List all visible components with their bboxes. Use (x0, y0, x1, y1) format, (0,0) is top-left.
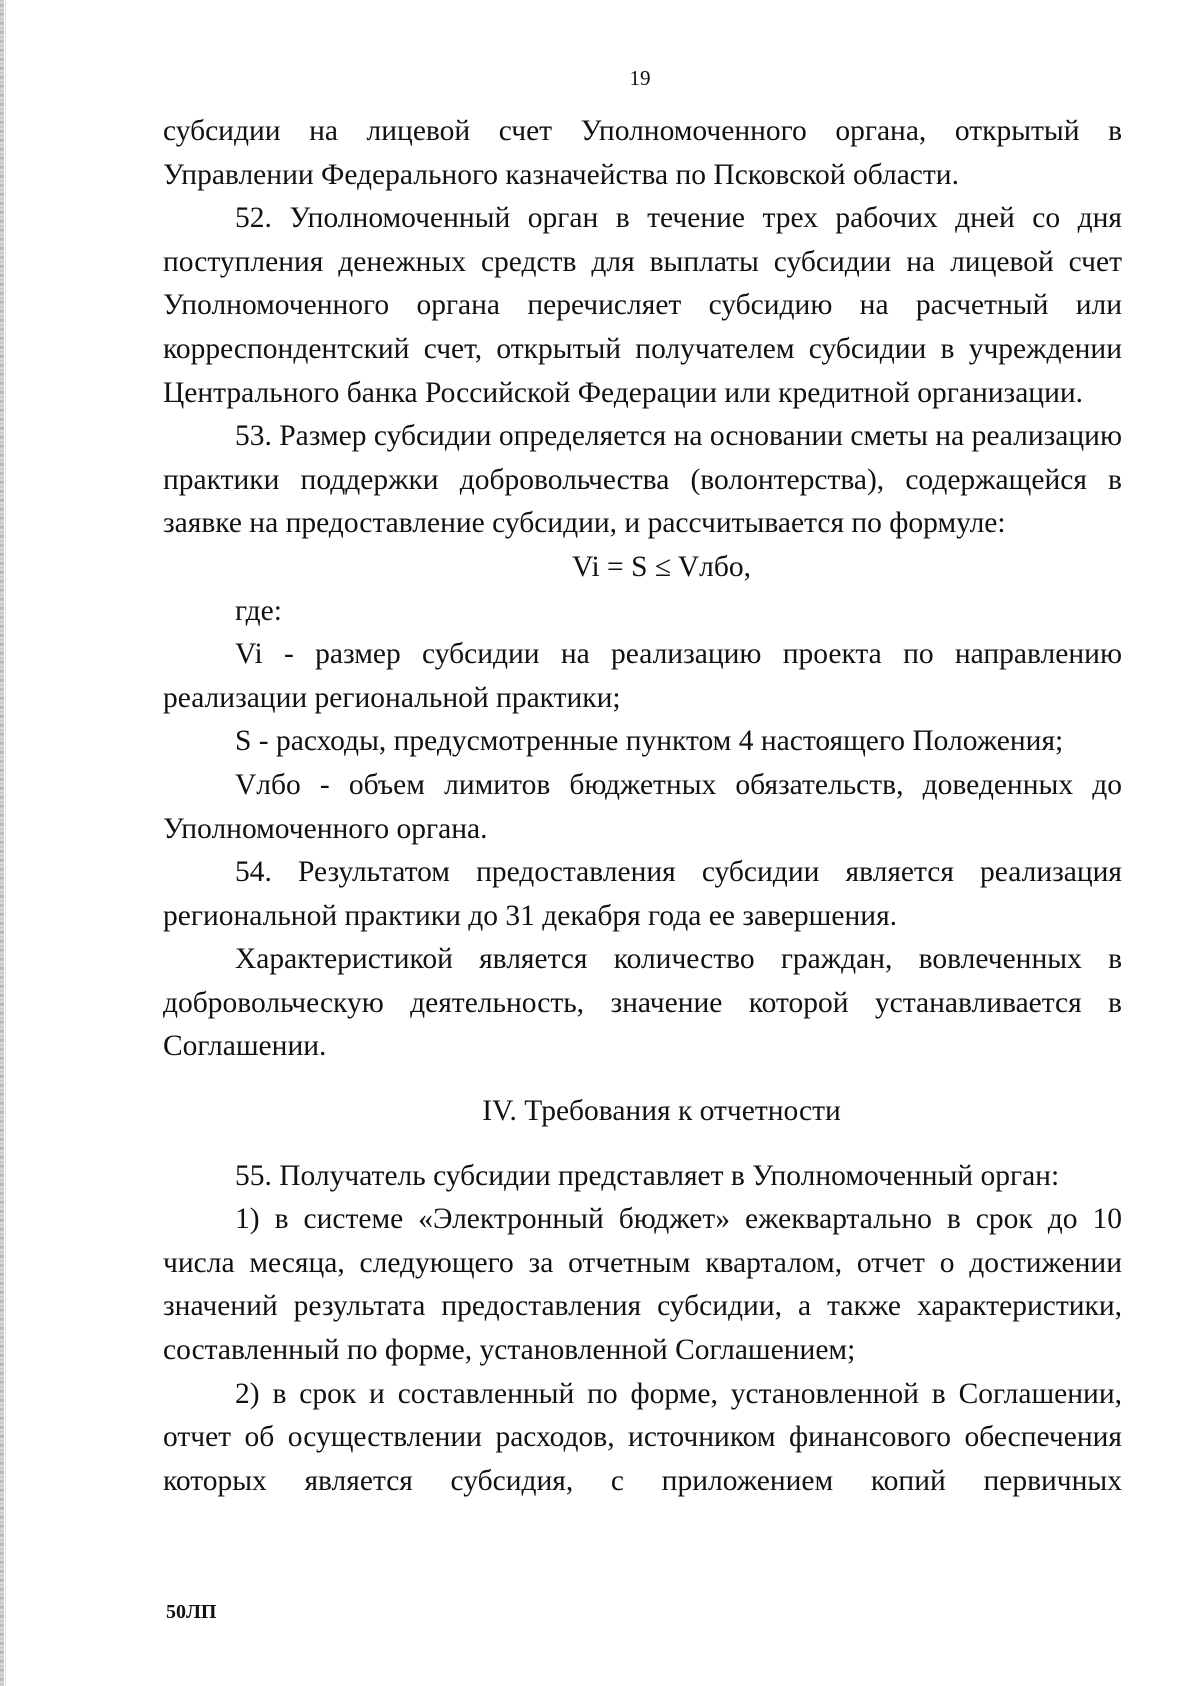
paragraph-55-item-1: 1) в системе «Электронный бюджет» ежеквартально в срок до 10 числа месяца, следующего за отчетным кварталом, отчет о достижении значений результата предоставления субсидии, а также характеристики, составленный по форме, установленной Соглашением; (163, 1203, 1122, 1367)
page-number: 19 (629, 66, 651, 90)
paragraph-54-characteristic: Характеристикой является количество граждан, вовлеченных в добровольческую деятельность, значение которой устанавливается в Соглашении. (163, 943, 1122, 1063)
paragraph-55: 55. Получатель субсидии представляет в Уполномоченный орган: (235, 1159, 1060, 1192)
spacer (163, 1069, 1122, 1090)
paragraph-52: 52. Уполномоченный орган в течение трех рабочих дней со дня поступления денежных средств для выплаты субсидии на лицевой счет Уполномоченного органа перечисляет субсидию на расчетный или корреспондентский счет, открытый получателем субсидии в учреждении Центрального банка Российской Федерации или кредитной организации. (163, 202, 1122, 409)
formula: Vi = S ≤ Vлбо, (571, 550, 752, 583)
section-heading: IV. Требования к отчетности (482, 1095, 841, 1128)
definition-vi: Vi - размер субсидии на реализацию проекта по направлению реализации региональной практики; (163, 638, 1122, 714)
document-body (163, 110, 1122, 1503)
definition-s: S - расходы, предусмотренные пунктом 4 настоящего Положения; (235, 725, 1064, 758)
paragraph-continuation: субсидии на лицевой счет Уполномоченного органа, открытый в Управлении Федерального казначейства по Псковской области. (163, 115, 1122, 191)
scan-edge (0, 0, 4, 1686)
footer-code: 50ЛП (166, 1601, 217, 1623)
paragraph-55-item-2: 2) в срок и составленный по форме, установленной в Соглашении, отчет об осуществлении расходов, источником финансового обеспечения которых является субсидия, с приложением копий первичных (163, 1377, 1122, 1497)
where-label: где: (235, 594, 282, 627)
paragraph-54: 54. Результатом предоставления субсидии является реализация региональной практики до 31 декабря года ее завершения. (163, 856, 1122, 932)
paragraph-53: 53. Размер субсидии определяется на основании сметы на реализацию практики поддержки добровольчества (волонтерства), содержащейся в заявке на предоставление субсидии, и рассчитывается по формуле: (163, 420, 1122, 540)
definition-vlbo: Vлбо - объем лимитов бюджетных обязательств, доведенных до Уполномоченного органа. (163, 768, 1122, 845)
spacer (163, 1134, 1122, 1155)
scan-edge-line (5, 0, 6, 1686)
